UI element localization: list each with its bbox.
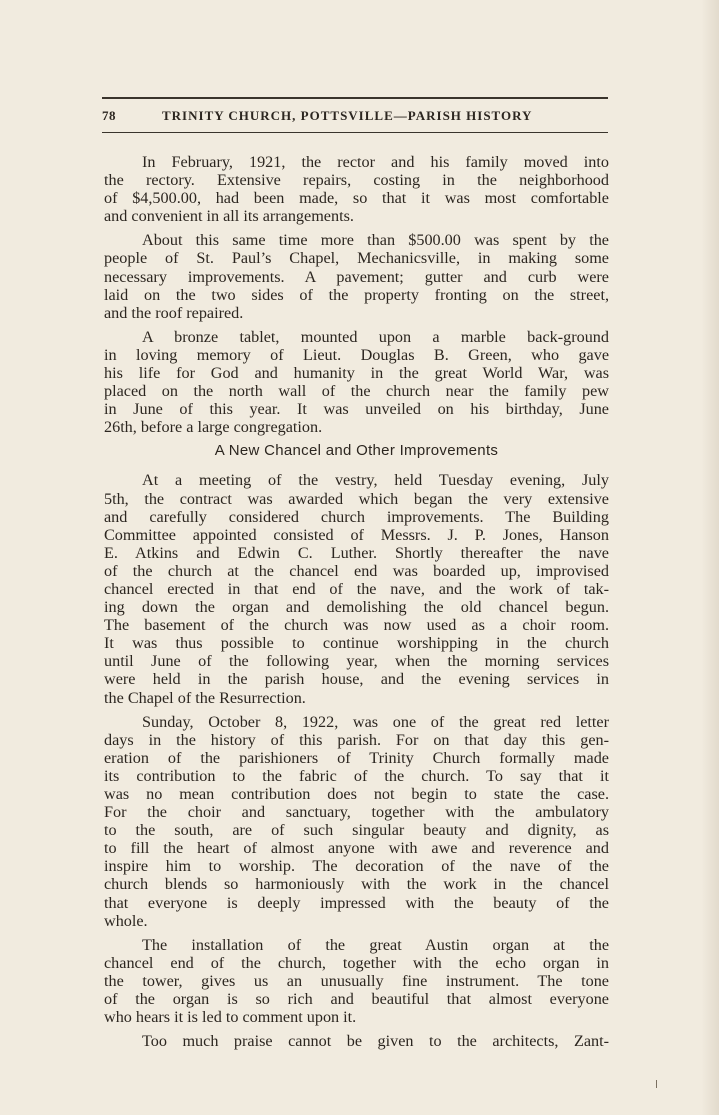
text-line: 5th, the contract was awarded which began the very extensive (104, 489, 609, 508)
text-line: the Chapel of the Resurrection. (104, 688, 306, 707)
paragraph (104, 936, 609, 1026)
text-line: About this same time more than $500.00 was spent by the (142, 231, 609, 250)
page-edge-shadow (701, 0, 719, 1115)
text-line: At a meeting of the vestry, held Tuesday evening, July (142, 471, 609, 490)
paragraph-group-chancel (104, 471, 609, 1050)
text-line: ing down the organ and demolishing the old chancel begun. (104, 598, 609, 617)
text-line: people of St. Paul’s Chapel, Mechanicsville, in making some (104, 249, 609, 268)
text-line: For the choir and sanctuary, together with the ambulatory (104, 803, 609, 822)
text-line: were held in the parish house, and the evening services in (104, 670, 609, 689)
text-line: eration of the parishioners of Trinity Church formally made (104, 748, 609, 767)
text-line: and the roof repaired. (104, 303, 244, 322)
text-line: of the organ is so rich and beautiful that almost everyone (104, 990, 609, 1009)
text-line: Sunday, October 8, 1922, was one of the great red letter (142, 712, 609, 731)
text-line: to the south, are of such singular beauty and dignity, as (104, 821, 609, 840)
text-line: chancel end of the church, together with the echo organ in (104, 953, 609, 972)
text-line: whole. (104, 911, 148, 930)
running-title: TRINITY CHURCH, POTTSVILLE—PARISH HISTORY (162, 108, 533, 123)
text-line: 26th, before a large congregation. (104, 418, 323, 437)
text-line: It was thus possible to continue worshipping in the church (104, 634, 609, 653)
paragraph (104, 328, 609, 437)
text-line: Too much praise cannot be given to the architects, Zant- (142, 1032, 609, 1051)
text-line: A bronze tablet, mounted upon a marble back-ground (142, 327, 609, 346)
text-line: of the church at the chancel end was boarded up, improvised (104, 561, 609, 580)
header-bottom-rule (102, 132, 608, 133)
text-line: that everyone is deeply impressed with the beauty of the (104, 893, 609, 912)
text-line: inspire him to worship. The decoration of the nave of the (104, 857, 609, 876)
text-line: church blends so harmoniously with the work in the chancel (104, 875, 609, 894)
text-line: its contribution to the fabric of the church. To say that it (104, 766, 609, 785)
text-line: The basement of the church was now used as a choir room. (104, 616, 609, 635)
text-line: necessary improvements. A pavement; gutter and curb were (104, 267, 609, 286)
page-body (104, 153, 609, 1056)
page-number: 78 (102, 108, 116, 123)
text-line: was no mean contribution does not begin to state the case. (104, 785, 609, 803)
text-line: and convenient in all its arrangements. (104, 207, 354, 226)
text-line: in loving memory of Lieut. Douglas B. Green, who gave (104, 345, 609, 364)
paragraph (104, 231, 609, 321)
text-line: Committee appointed consisted of Messrs. J. P. Jones, Hanson (104, 525, 609, 544)
paragraph (104, 471, 609, 706)
text-line: days in the history of this parish. For on that day this gen- (104, 730, 609, 749)
text-line: who hears it is led to comment upon it. (104, 1008, 357, 1027)
text-line: the tower, gives us an unusually fine instrument. The tone (104, 971, 609, 990)
paragraph (104, 713, 609, 930)
text-line: the rectory. Extensive repairs, costing in the neighborhood (104, 171, 609, 190)
section-heading: A New Chancel and Other Improvements (214, 442, 499, 460)
text-line: in June of this year. It was unveiled on his birthday, June (104, 400, 609, 419)
paragraph (104, 1032, 609, 1050)
text-line: his life for God and humanity in the great World War, was (104, 364, 609, 383)
stray-print-mark (656, 1080, 657, 1088)
header-top-rule (102, 97, 608, 99)
text-line: until June of the following year, when the morning services (104, 652, 609, 671)
text-line: In February, 1921, the rector and his family moved into (142, 153, 609, 171)
text-line: chancel erected in that end of the nave, and the work of tak- (104, 579, 609, 598)
text-line: to fill the heart of almost anyone with awe and reverence and (104, 839, 609, 858)
text-line: The installation of the great Austin organ at the (142, 935, 609, 954)
text-line: placed on the north wall of the church near the family pew (104, 382, 609, 401)
paragraph (104, 153, 609, 225)
text-line: and carefully considered church improvements. The Building (104, 507, 609, 526)
text-line: of $4,500.00, had been made, so that it was most comfortable (104, 189, 609, 208)
text-line: laid on the two sides of the property fronting on the street, (104, 285, 609, 304)
paragraph-group-intro (104, 153, 609, 436)
text-line: E. Atkins and Edwin C. Luther. Shortly thereafter the nave (104, 543, 609, 562)
